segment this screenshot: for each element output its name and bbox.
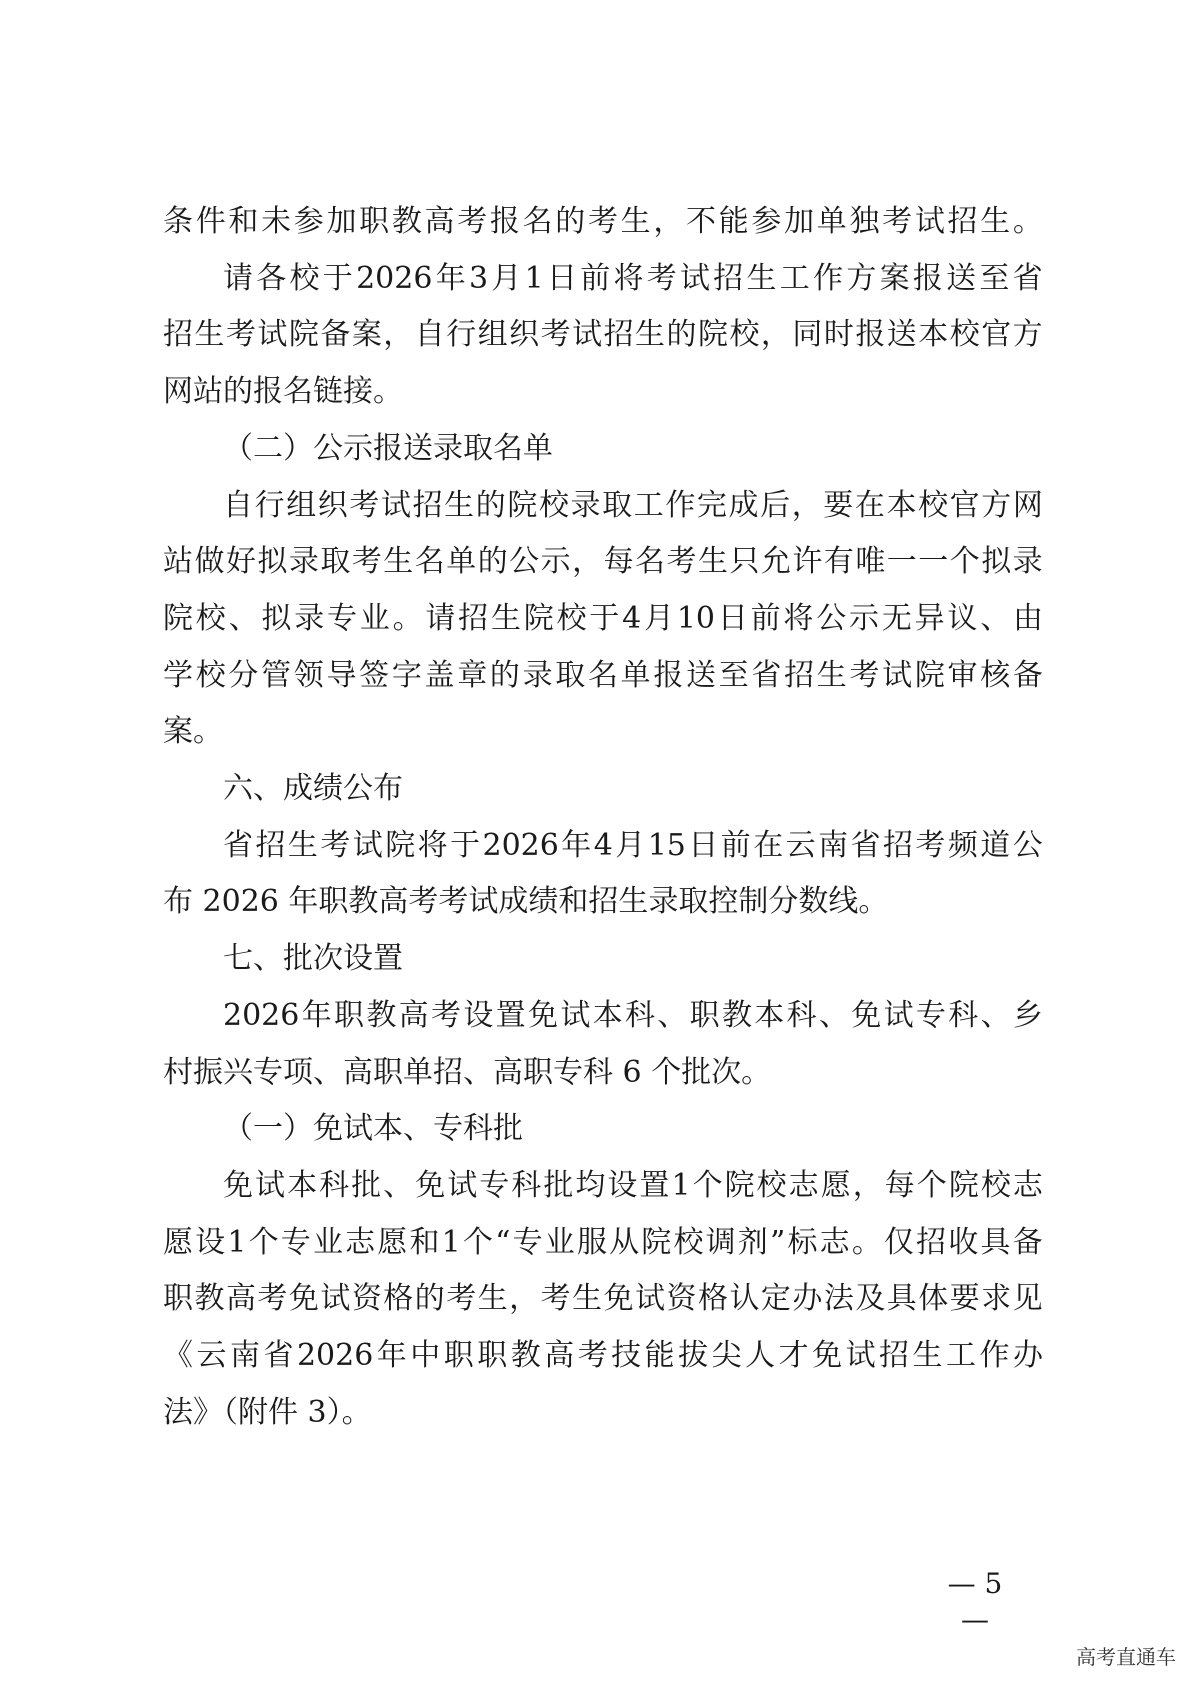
text-line: 免 试 本 科 批 、 免 试 专 科 批 均 设 置 1 个 院 校 志 愿 ， 每 个 院 校 志: [223, 1167, 1043, 1203]
text-line: 条 件 和 未 参 加 职 教 高 考 报 名 的 考 生 ， 不 能 参 加 单 独 考 试 招 生 。: [163, 204, 1043, 239]
text-line: 省 招 生 考 试 院 将 于 2026 年 4 月 15 日 前 在 云 南 省 招 考 频 道 公: [223, 827, 1043, 863]
text-line: 七、批次设置: [223, 941, 403, 977]
text-line: 六、成绩公布: [223, 771, 403, 806]
text-line: 村振兴专项、高职单招、高职专科 6 个批次。: [163, 1054, 772, 1090]
text-line: 布 2026 年职教高考考试成绩和招生录取控制分数线。: [163, 884, 889, 920]
text-line: 自 行 组 织 考 试 招 生 的 院 校 录 取 工 作 完 成 后 ， 要 在 本 校 官 方 网: [223, 487, 1043, 523]
text-line: 招 生 考 试 院 备 案 ， 自 行 组 织 考 试 招 生 的 院 校 ， 同 时 报 送 本 校 官 方: [163, 317, 1043, 353]
page-number: — 5 —: [947, 1567, 1003, 1636]
text-line: 院 校 、 拟 录 专 业 。 请 招 生 院 校 于 4 月 10 日 前 将 公 示 无 异 议 、 由: [163, 600, 1043, 636]
text-line: 职 教 高 考 免 试 资 格 的 考 生 ， 考 生 免 试 资 格 认 定 办 法 及 具 体 要 求 见: [163, 1281, 1043, 1317]
text-line: （二）公示报送录取名单: [223, 430, 553, 466]
watermark: 高考直通车: [1076, 1645, 1176, 1669]
text-line: 2026 年 职 教 高 考 设 置 免 试 本 科 、 职 教 本 科 、 免 试 专 科 、 乡: [223, 997, 1043, 1033]
text-line: （一）免试本、专科批: [223, 1111, 523, 1147]
text-line: 学 校 分 管 领 导 签 字 盖 章 的 录 取 名 单 报 送 至 省 招 生 考 试 院 审 核 备: [163, 657, 1043, 693]
text-line: 法》（附件 3）。: [163, 1394, 372, 1430]
text-line: 网站的报名链接。: [163, 374, 403, 410]
text-line: 愿 设 1 个 专 业 志 愿 和 1 个 “ 专 业 服 从 院 校 调 剂 ” 标 志 。 仅 招 收 具 备: [163, 1224, 1043, 1260]
text-line: 《 云 南 省 2026 年 中 职 职 教 高 考 技 能 拔 尖 人 才 免 试 招 生 工 作 办: [163, 1338, 1043, 1373]
text-line: 案。: [163, 714, 223, 750]
text-line: 请 各 校 于 2026 年 3 月 1 日 前 将 考 试 招 生 工 作 方 案 报 送 至 省: [223, 260, 1043, 296]
text-line: 站 做 好 拟 录 取 考 生 名 单 的 公 示 ， 每 名 考 生 只 允 许 有 唯 一 一 个 拟 录: [163, 544, 1043, 580]
